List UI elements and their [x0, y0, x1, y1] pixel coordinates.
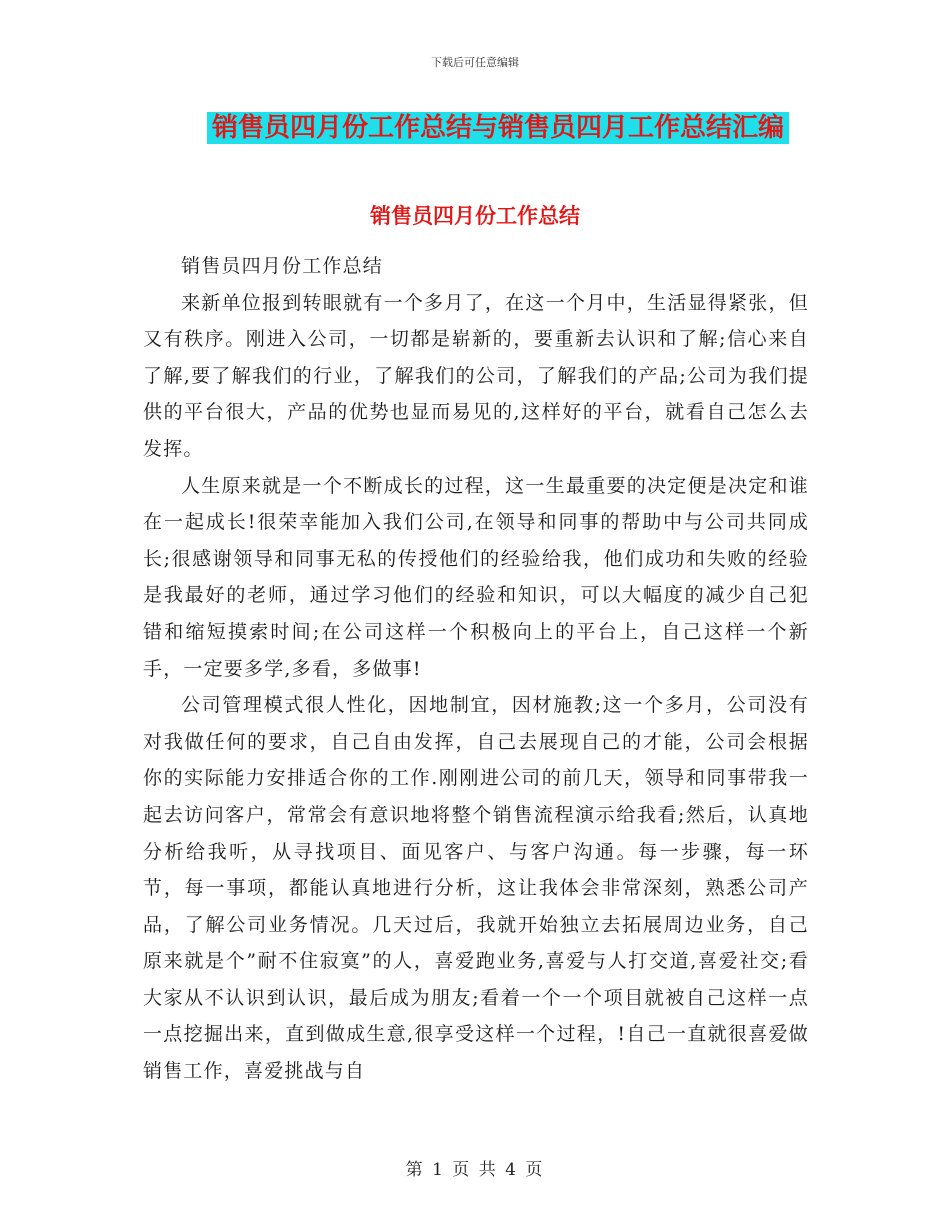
doc-title-highlight — [207, 112, 789, 144]
page-footer: 第 1 页 共 4 页 — [405, 1160, 545, 1180]
paragraph: 人生原来就是一个不断成长的过程，这一生最重要的决定便是决定和谁在一起成长!很荣幸能加入我们公司,在领导和同事的帮助中与公司共同成长;很感谢领导和同事无私的传授他们的经验给我，他们成功和失败的经验是我最好的老师，通过学习他们的经验和知识，可以大幅度的减少自己犯错和缩短摸索时间;在公司这样一个积极向上的平台上，自己这样一个新手，一定要多学,多看，多做事! — [143, 474, 809, 680]
paragraph-subtitle: 销售员四月份工作总结 — [181, 255, 384, 277]
paragraph: 公司管理模式很人性化，因地制宜，因材施教;这一个多月，公司没有对我做任何的要求，自己自由发挥，自己去展现自己的才能，公司会根据你的实际能力安排适合你的工作.刚刚进公司的前几天，领导和同事带我一起去访问客户，常常会有意识地将整个销售流程演示给我看;然后，认真地分析给我听，从寻找项目、面见客户、与客户沟通。每一步骤，每一环节，每一事项，都能认真地进行分析，这让我体会非常深刻，熟悉公司产品，了解公司业务情况。几天过后，我就开始独立去拓展周边业务，自己原来就是个”耐不住寂寞”的人，喜爱跑业务,喜爱与人打交道,喜爱社交;看大家从不认识到认识，最后成为朋友;看着一个一个项目就被自己这样一点一点挖掘出来，直到做成生意,很享受这样一个过程，!自己一直就很喜爱做销售工作，喜爱挑战与自 — [143, 694, 809, 1083]
body-text — [143, 248, 809, 1090]
section-title: 销售员四月份工作总结 — [370, 204, 580, 228]
doc-title: 销售员四月份工作总结与销售员四月工作总结汇编 — [211, 113, 784, 143]
paragraph: 来新单位报到转眼就有一个多月了，在这一个月中，生活显得紧张，但又有秩序。刚进入公司，一切都是崭新的，要重新去认识和了解;信心来自了解,要了解我们的行业，了解我们的公司，了解我们的产品;公司为我们提供的平台很大，产品的优势也显而易见的,这样好的平台，就看自己怎么去发挥。 — [143, 291, 809, 460]
header-note: 下载后可任意编辑 — [431, 56, 519, 69]
